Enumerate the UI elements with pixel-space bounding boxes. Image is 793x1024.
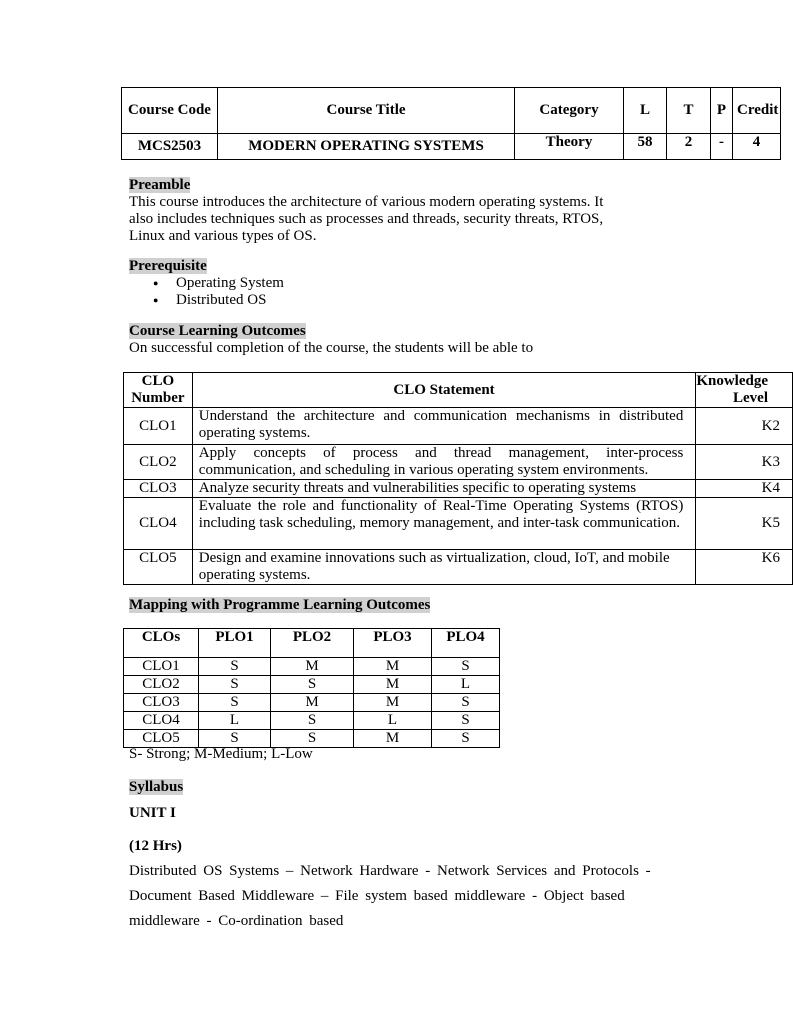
p-cell: - <box>711 134 733 160</box>
mapping-cell: M <box>354 694 432 712</box>
table-row <box>124 480 793 498</box>
clo-number: CLO2 <box>124 445 193 480</box>
clo-level: K6 <box>696 550 793 585</box>
mapping-legend: S- Strong; M-Medium; L-Low <box>129 746 313 762</box>
list-item: ● Operating System <box>129 275 629 292</box>
table-row <box>124 550 793 585</box>
category-header: Category <box>515 88 624 134</box>
preamble-section <box>129 177 629 245</box>
preamble-heading: Preamble <box>129 177 191 193</box>
mapping-cell: S <box>271 730 354 748</box>
clo-intro: On successful completion of the course, the students will be able to <box>129 340 534 356</box>
table-row <box>124 676 500 694</box>
list-item: ● Distributed OS <box>129 292 629 309</box>
mapping-cell: S <box>199 730 271 748</box>
mapping-cell: L <box>199 712 271 730</box>
table-row <box>124 694 500 712</box>
syllabus-section <box>129 779 629 796</box>
clo-number: CLO3 <box>124 480 193 498</box>
clo-number: CLO1 <box>124 408 193 445</box>
plo4-header: PLO4 <box>432 629 500 658</box>
clo-level: K3 <box>696 445 793 480</box>
course-table-header-row <box>122 88 781 134</box>
clos-header: CLOs <box>124 629 199 658</box>
clo-statement: Apply concepts of process and thread management, inter-process communication, and scheduling in various operating system environments. <box>192 445 696 480</box>
p-header: P <box>711 88 733 134</box>
clo-statement: Understand the architecture and communication mechanisms in distributed operating systems. <box>192 408 696 445</box>
mapping-cell: L <box>432 676 500 694</box>
course-title-header: Course Title <box>218 88 515 134</box>
mapping-cell: M <box>354 730 432 748</box>
table-row <box>124 658 500 676</box>
mapping-heading: Mapping with Programme Learning Outcomes <box>129 597 431 613</box>
mapping-cell: S <box>199 676 271 694</box>
table-row <box>124 712 500 730</box>
plo2-header: PLO2 <box>271 629 354 658</box>
mapping-cell: CLO5 <box>124 730 199 748</box>
mapping-table <box>123 628 500 748</box>
mapping-cell: CLO3 <box>124 694 199 712</box>
mapping-cell: S <box>432 694 500 712</box>
course-code-cell: MCS2503 <box>122 134 218 160</box>
mapping-header-row <box>124 629 500 658</box>
mapping-cell: CLO4 <box>124 712 199 730</box>
clo-level: K2 <box>696 408 793 445</box>
course-title-cell: MODERN OPERATING SYSTEMS <box>218 134 515 160</box>
course-table-row <box>122 134 781 160</box>
mapping-cell: CLO1 <box>124 658 199 676</box>
l-header: L <box>624 88 667 134</box>
mapping-cell: L <box>354 712 432 730</box>
credit-header: Credit <box>733 88 781 134</box>
prerequisite-heading: Prerequisite <box>129 258 207 274</box>
plo1-header: PLO1 <box>199 629 271 658</box>
clo-heading: Course Learning Outcomes <box>129 323 306 339</box>
mapping-cell: M <box>271 694 354 712</box>
preamble-text: This course introduces the architecture of various modern operating systems. It also includes techniques such as processes and threads, security threats, RTOS, Linux and various types of OS. <box>129 194 604 244</box>
table-row <box>124 730 500 748</box>
clo-level: K4 <box>696 480 793 498</box>
syllabus-heading: Syllabus <box>129 779 184 795</box>
prerequisite-list <box>129 275 629 309</box>
syllabus-line: Document Based Middleware – File system based middleware - Object based <box>129 888 625 904</box>
mapping-cell: M <box>271 658 354 676</box>
unit-title: UNIT I <box>129 805 176 821</box>
knowledge-level-header: Knowledge Level <box>696 373 793 408</box>
mapping-cell: S <box>432 730 500 748</box>
mapping-cell: S <box>199 694 271 712</box>
mapping-cell: M <box>354 658 432 676</box>
clo-number: CLO5 <box>124 550 193 585</box>
credit-cell: 4 <box>733 134 781 160</box>
mapping-cell: S <box>271 676 354 694</box>
clo-table <box>123 372 793 585</box>
plo3-header: PLO3 <box>354 629 432 658</box>
clo-section <box>129 323 629 357</box>
table-row <box>124 445 793 480</box>
clo-level: K5 <box>696 498 793 550</box>
category-cell: Theory <box>515 134 624 160</box>
table-row <box>124 408 793 445</box>
mapping-section <box>129 597 629 614</box>
syllabus-line: middleware - Co-ordination based <box>129 913 344 929</box>
clo-number: CLO4 <box>124 498 193 550</box>
clo-statement: Evaluate the role and functionality of Real-Time Operating Systems (RTOS) including task scheduling, memory management, and inter-task communication. <box>192 498 696 550</box>
course-code-header: Course Code <box>122 88 218 134</box>
mapping-cell: S <box>199 658 271 676</box>
clo-number-header: CLO Number <box>124 373 193 408</box>
course-table <box>121 87 781 160</box>
clo-header-row <box>124 373 793 408</box>
mapping-cell: S <box>432 658 500 676</box>
clo-statement: Analyze security threats and vulnerabilities specific to operating systems <box>192 480 696 498</box>
t-cell: 2 <box>667 134 711 160</box>
mapping-cell: S <box>271 712 354 730</box>
mapping-cell: M <box>354 676 432 694</box>
table-row <box>124 498 793 550</box>
l-cell: 58 <box>624 134 667 160</box>
prerequisite-section <box>129 258 629 309</box>
mapping-cell: S <box>432 712 500 730</box>
t-header: T <box>667 88 711 134</box>
mapping-cell: CLO2 <box>124 676 199 694</box>
clo-statement: Design and examine innovations such as virtualization, cloud, IoT, and mobile operating systems. <box>192 550 696 585</box>
syllabus-line: Distributed OS Systems – Network Hardware - Network Services and Protocols - <box>129 863 651 879</box>
clo-statement-header: CLO Statement <box>192 373 696 408</box>
unit-hours: (12 Hrs) <box>129 838 182 854</box>
